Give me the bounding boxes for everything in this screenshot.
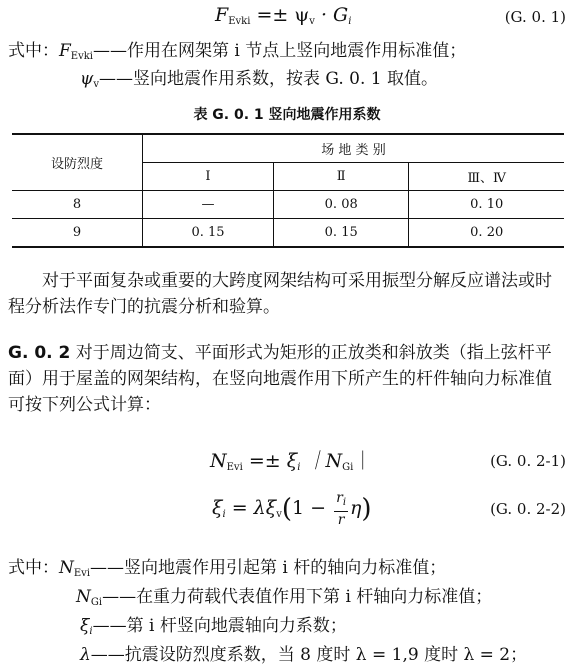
- formula-g01-tail: · G: [320, 4, 349, 26]
- header-site-category: 场 地 类 别: [143, 134, 565, 163]
- formula-g022-lhs: ξ: [212, 497, 223, 519]
- table-row: [12, 191, 564, 219]
- definition-text: ——抗震设防烈度系数，当 8 度时 λ = 1,9 度时 λ = 2；: [90, 645, 528, 665]
- formula-g021-abs-sub: Gi: [342, 462, 354, 473]
- definition-symbol-sub: v: [93, 79, 99, 90]
- numerator-symbol: r: [336, 490, 343, 506]
- formula-g021-mid-sub: i: [297, 462, 301, 473]
- formula-g022-lhs-sub: i: [222, 509, 226, 520]
- definition-symbol-sub: Evi: [73, 568, 91, 579]
- fraction: [334, 490, 348, 528]
- definition-line: [80, 640, 527, 666]
- formula-g01-lhs-sub: Evki: [228, 16, 251, 27]
- table-row: [12, 219, 564, 248]
- definition-symbol: N: [76, 587, 91, 607]
- definition-symbol: λ: [80, 645, 91, 665]
- formula-g021-lhs-sub: Evi: [226, 462, 243, 473]
- subheader-cell: Ⅱ: [274, 163, 409, 191]
- definition-prefix: 式中：: [8, 558, 59, 578]
- formula-g01: [215, 4, 351, 27]
- formula-g01-rhs: =± ψ: [256, 4, 310, 26]
- definition-line: [80, 64, 438, 90]
- seismic-coefficient-table: [12, 133, 564, 248]
- definition-text: ——竖向地震作用系数，按表 G. 0. 1 取值。: [99, 69, 439, 89]
- value-cell: —: [143, 191, 274, 219]
- formula-g021-lhs: N: [210, 450, 227, 472]
- fraction-numerator: [334, 490, 348, 512]
- value-cell: 0. 15: [143, 219, 274, 248]
- value-cell: 0. 15: [274, 219, 409, 248]
- definition-text: ——第 i 杆竖向地震轴向力系数；: [92, 616, 347, 636]
- formula-g021-mid: =± ξ: [248, 450, 298, 472]
- header-intensity: 设防烈度: [12, 134, 143, 191]
- formula-g021-abs: ｜N: [306, 450, 343, 472]
- definition-prefix: 式中：: [8, 41, 59, 61]
- formula-g022-eq: = λξ: [231, 497, 277, 519]
- formula-g022-one-minus: 1 −: [292, 497, 327, 519]
- definition-symbol: ψ: [80, 69, 94, 89]
- definition-symbol-sub: i: [89, 626, 93, 637]
- definition-line: [76, 582, 492, 608]
- definition-symbol-sub: Gi: [90, 597, 103, 608]
- equation-number-g01: (G. 0. 1): [504, 8, 566, 26]
- right-paren: ): [361, 494, 372, 524]
- definition-line: [80, 611, 347, 637]
- formula-g022-eta: η: [350, 497, 362, 519]
- formula-g01-tail-sub: i: [348, 16, 352, 27]
- value-cell: 0. 20: [409, 219, 564, 248]
- formula-g021-abs-close: ｜: [353, 450, 373, 472]
- left-paren: (: [281, 494, 292, 524]
- definition-symbol: F: [59, 41, 71, 61]
- subheader-cell: Ⅰ: [143, 163, 274, 191]
- formula-g01-rhs-sub: v: [309, 16, 315, 27]
- value-cell: 0. 08: [274, 191, 409, 219]
- definition-text: ——在重力荷载代表值作用下第 i 杆轴向力标准值；: [102, 587, 493, 607]
- formula-g022-eq-sub: v: [276, 509, 282, 520]
- definition-symbol: N: [59, 558, 74, 578]
- equation-number-g021: (G. 0. 2-1): [490, 452, 566, 470]
- formula-g021: [210, 446, 372, 473]
- value-cell: 0. 10: [409, 191, 564, 219]
- clause-text: 对于周边简支、平面形式为矩形的正放类和斜放类（指上弦杆平面）用于屋盖的网架结构，在竖向地震作用下所产生的杆件轴向力标准值可按下列公式计算：: [8, 343, 552, 415]
- fraction-denominator: r: [337, 512, 345, 528]
- definition-text: ——作用在网架第 i 节点上竖向地震作用标准值；: [93, 41, 467, 61]
- paragraph-1: 对于平面复杂或重要的大跨度网架结构可采用振型分解反应谱法或时程分析法作专门的抗震分析和验算。: [8, 271, 552, 317]
- definition-line: [8, 553, 446, 579]
- definition-symbol: ξ: [80, 616, 90, 636]
- intensity-cell: 8: [12, 191, 143, 219]
- definition-symbol-sub: Evki: [70, 51, 94, 62]
- formula-g022: [212, 490, 372, 528]
- definition-text: ——竖向地震作用引起第 i 杆的轴向力标准值；: [90, 558, 447, 578]
- subheader-cell: Ⅲ、Ⅳ: [409, 163, 564, 191]
- numerator-sub: i: [342, 497, 347, 508]
- clause-label: G. 0. 2: [8, 343, 71, 363]
- table-caption: 表 G. 0. 1 竖向地震作用系数: [193, 107, 381, 123]
- definition-line: [8, 36, 466, 62]
- intensity-cell: 9: [12, 219, 143, 248]
- equation-number-g022: (G. 0. 2-2): [490, 500, 566, 518]
- paragraph-2: [8, 340, 566, 418]
- formula-g01-lhs: F: [215, 4, 229, 26]
